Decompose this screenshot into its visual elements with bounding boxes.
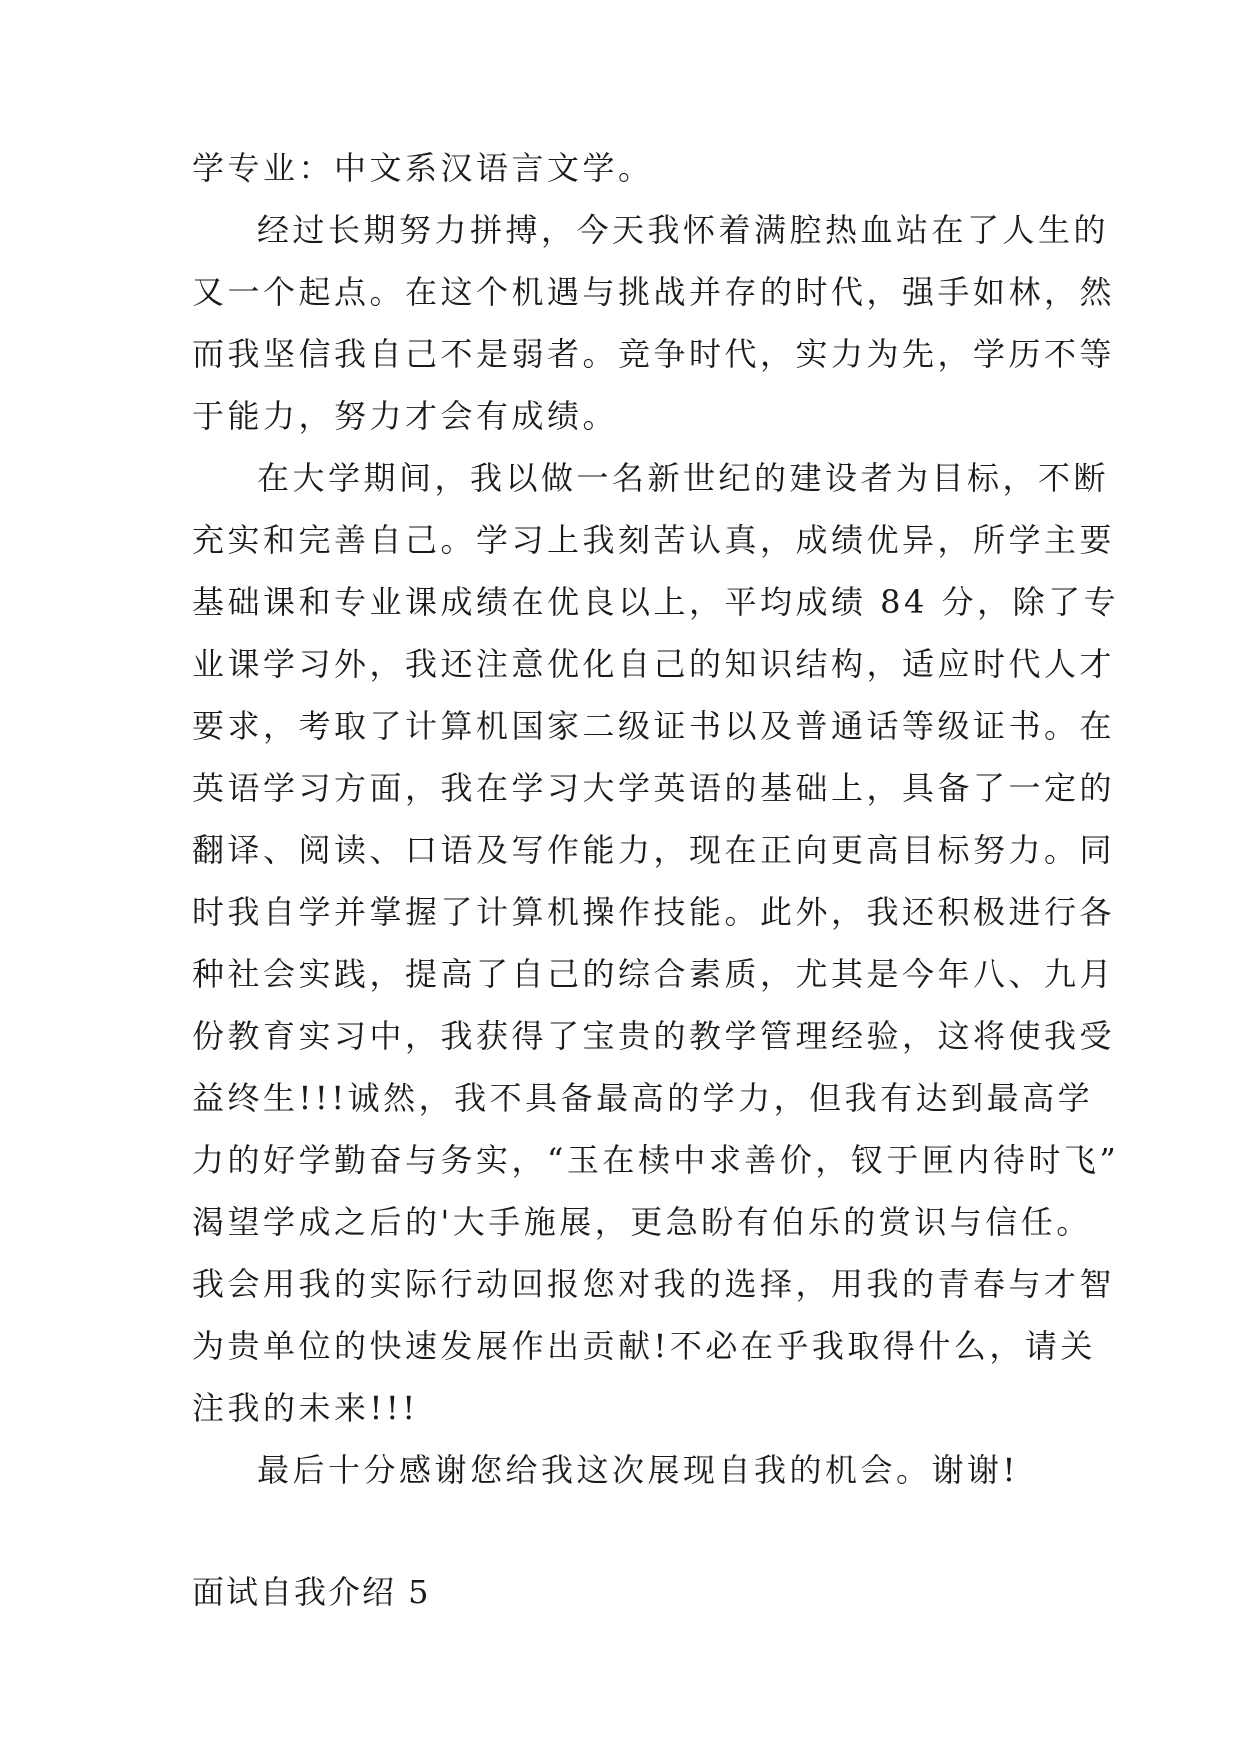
text-line: 注我的未来!!! (192, 1389, 419, 1427)
text-line: 要求，考取了计算机国家二级证书以及普通话等级证书。在 (192, 707, 1116, 745)
text-line: 我会用我的实际行动回报您对我的选择，用我的青春与才智 (192, 1265, 1116, 1303)
text-line: 最后十分感谢您给我这次展现自我的机会。谢谢! (257, 1451, 1019, 1489)
text-line: 益终生!!!诚然，我不具备最高的学力，但我有达到最高学 (192, 1079, 1094, 1117)
text-line: 学专业：中文系汉语言文学。 (192, 149, 654, 187)
text-line: 经过长期努力拼搏，今天我怀着满腔热血站在了人生的 (257, 211, 1110, 249)
text-line: 力的好学勤奋与务实，“玉在椟中求善价，钗于匣内待时飞” (192, 1141, 1120, 1179)
text-line: 又一个起点。在这个机遇与挑战并存的时代，强手如林，然 (192, 273, 1116, 311)
text-line: 时我自学并掌握了计算机操作技能。此外，我还积极进行各 (192, 893, 1116, 931)
text-line: 业课学习外，我还注意优化自己的知识结构，适应时代人才 (192, 645, 1116, 683)
text-line: 份教育实习中，我获得了宝贵的教学管理经验，这将使我受 (192, 1017, 1116, 1055)
text-line: 英语学习方面，我在学习大学英语的基础上，具备了一定的 (192, 769, 1116, 807)
text-line: 为贵单位的快速发展作出贡献!不必在乎我取得什么，请关 (192, 1327, 1096, 1365)
text-line: 渴望学成之后的'大手施展，更急盼有伯乐的赏识与信任。 (192, 1203, 1092, 1241)
section-heading: 面试自我介绍 5 (192, 1573, 431, 1611)
text-line: 于能力，努力才会有成绩。 (192, 397, 619, 435)
text-line: 在大学期间，我以做一名新世纪的建设者为目标，不断 (257, 459, 1110, 497)
text-line: 充实和完善自己。学习上我刻苦认真，成绩优异，所学主要 (192, 521, 1116, 559)
text-line: 而我坚信我自己不是弱者。竞争时代，实力为先，学历不等 (192, 335, 1116, 373)
text-line: 种社会实践，提高了自己的综合素质，尤其是今年八、九月 (192, 955, 1116, 993)
text-line: 翻译、阅读、口语及写作能力，现在正向更高目标努力。同 (192, 831, 1116, 869)
text-line: 基础课和专业课成绩在优良以上，平均成绩 84 分，除了专 (192, 583, 1120, 621)
